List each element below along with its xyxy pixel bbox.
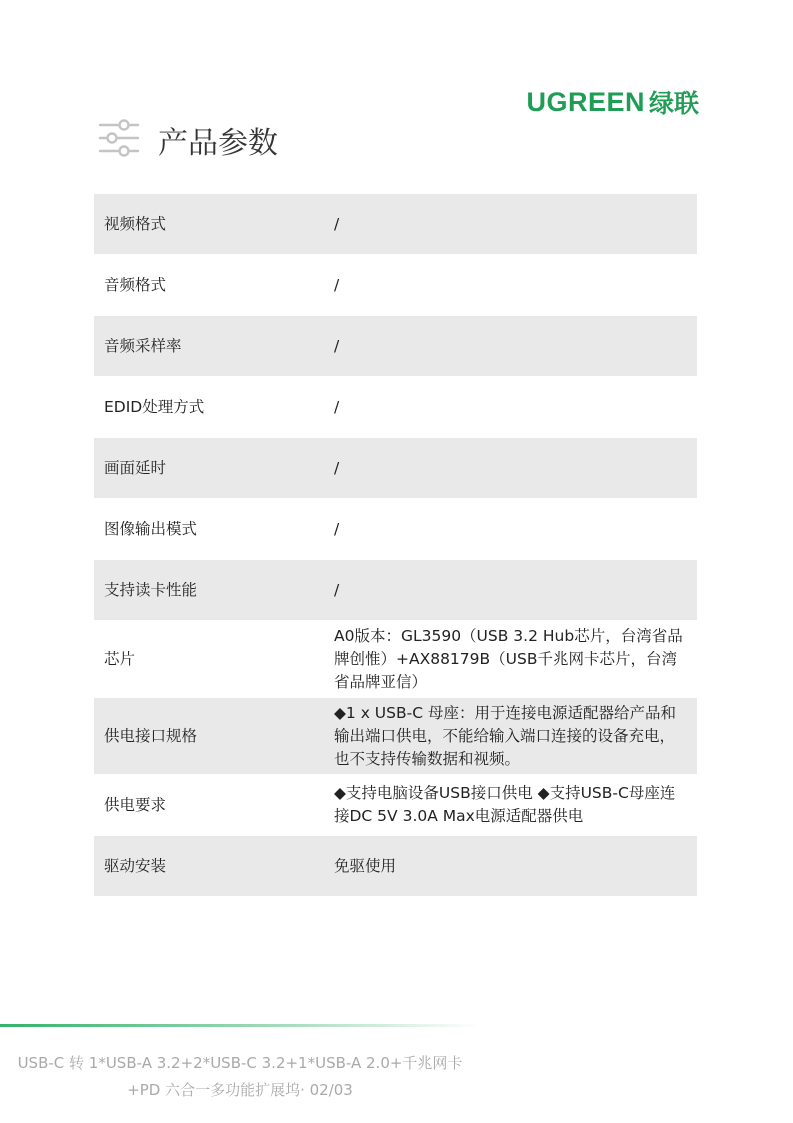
param-value: / [334, 458, 340, 477]
parameter-table [94, 194, 697, 897]
param-label: 供电要求 [104, 795, 167, 814]
param-label: 芯片 [104, 649, 136, 668]
param-value: / [334, 336, 340, 355]
footer-line-1: USB-C 转 1*USB-A 3.2+2*USB-C 3.2+1*USB-A 2.0+千兆网卡 [17, 1054, 463, 1072]
page-title: 产品参数 [158, 126, 278, 161]
param-row [94, 316, 697, 376]
param-value: / [334, 275, 340, 294]
param-row [94, 438, 697, 498]
param-value: 免驱使用 [334, 856, 397, 875]
ugreen-logo [526, 84, 699, 120]
footer-line-2: +PD 六合一多功能扩展坞· 02/03 [127, 1081, 353, 1099]
param-value: / [334, 519, 340, 538]
param-row [94, 194, 697, 254]
param-value: / [334, 214, 340, 233]
param-label: 图像输出模式 [104, 519, 198, 538]
logo-chinese: 绿联 [648, 89, 699, 118]
param-value: / [334, 397, 340, 416]
param-label: EDID处理方式 [104, 397, 205, 416]
param-label: 供电接口规格 [104, 726, 198, 745]
param-row [94, 698, 697, 774]
footer-divider [0, 1024, 480, 1027]
param-row [94, 836, 697, 896]
param-value: A0版本：GL3590（USB 3.2 Hub芯片，台湾省品牌创惟）+AX88179B（USB千兆网卡芯片，台湾省品牌亚信） [334, 626, 683, 691]
param-row [94, 499, 697, 559]
param-value: ◆1 x USB-C 母座：用于连接电源适配器给产品和输出端口供电，不能给输入端口连接的设备充电，也不支持传输数据和视频。 [334, 703, 676, 768]
param-row [94, 775, 697, 835]
param-row [94, 621, 697, 697]
footer-caption [0, 1050, 480, 1104]
param-row [94, 255, 697, 315]
logo-wordmark: UGREEN [526, 86, 645, 117]
section-heading [98, 118, 278, 162]
param-value: / [334, 580, 340, 599]
param-value: ◆支持电脑设备USB接口供电 ◆支持USB-C母座连接DC 5V 3.0A Max电源适配器供电 [334, 784, 676, 825]
param-label: 视频格式 [104, 214, 167, 233]
param-label: 音频采样率 [104, 336, 182, 355]
sliders-icon [98, 118, 140, 162]
param-label: 音频格式 [104, 275, 167, 294]
param-row [94, 377, 697, 437]
param-label: 支持读卡性能 [104, 580, 198, 599]
param-label: 画面延时 [104, 458, 167, 477]
param-label: 驱动安装 [104, 856, 167, 875]
param-row [94, 560, 697, 620]
